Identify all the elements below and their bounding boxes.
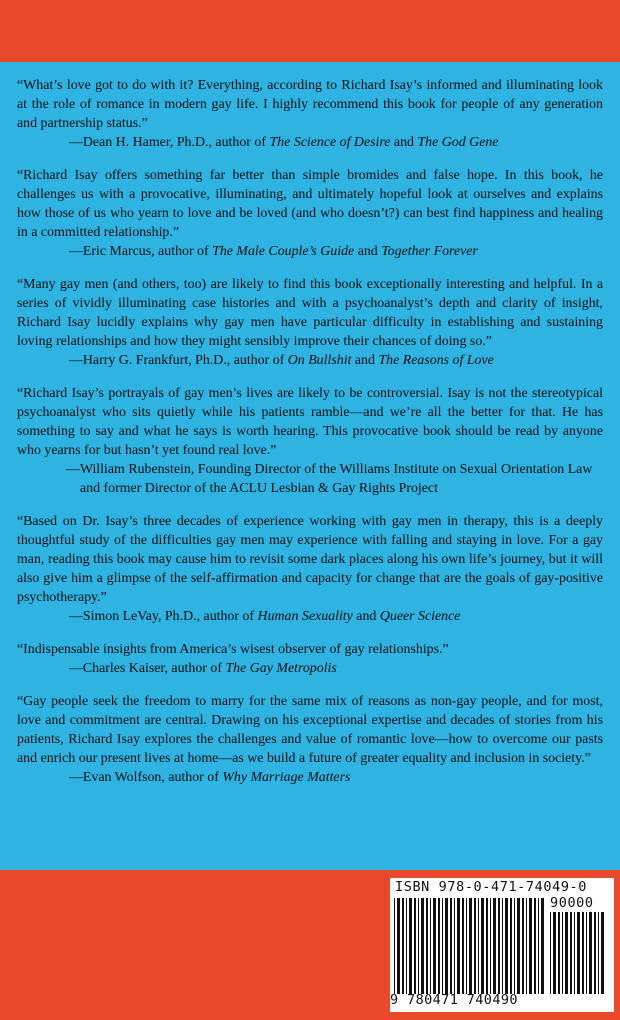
barcode-bar — [414, 898, 416, 994]
endorsement-quote: “What’s love got to do with it? Everything, according to Richard Isay’s informed and illuminating look at the role of romance in modern gay life. I highly recommend this book for people of any generation and partnership status.” — [17, 78, 603, 131]
barcode-bar — [538, 898, 539, 994]
barcode-bar — [457, 898, 460, 994]
barcode-bar — [474, 898, 476, 994]
endorsement-attribution: —Harry G. Frankfurt, Ph.D., author of On Bullshit and The Reasons of Love — [69, 353, 494, 368]
barcode-bar — [574, 912, 575, 994]
barcode-bar — [562, 912, 563, 994]
barcode-bar — [522, 898, 524, 994]
barcode-digits: 9 780471 740490 — [390, 992, 518, 1008]
endorsements — [17, 76, 603, 801]
barcode-bar — [402, 898, 404, 994]
endorsement-frankfurt — [17, 275, 603, 370]
endorsement-rubenstein — [17, 384, 603, 498]
endorsement-kaiser — [17, 640, 603, 678]
endorsement-hamer — [17, 76, 603, 152]
endorsement-quote: “Based on Dr. Isay’s three decades of experience working with gay men in therapy, this is a deeply thoughtful study of the difficulties gay men may experience with falling and staying in love. For a gay man, reading this book may cause him to revisit some dark places along his own life’s journey, but it will also give him a glimpse of the self-affirmation and capacity for change that are the goals of gay-positive psychotherapy.” — [17, 514, 603, 605]
endorsement-attribution: —Dean H. Hamer, Ph.D., author of The Science of Desire and The God Gene — [69, 135, 499, 150]
barcode-bar — [486, 898, 488, 994]
barcode-bar — [594, 912, 596, 994]
barcode-bar — [406, 898, 407, 994]
barcode-bar — [493, 898, 496, 994]
barcode-bar — [409, 898, 412, 994]
barcode-bar — [526, 898, 527, 994]
barcode-bar — [394, 898, 395, 994]
endorsement-levay — [17, 512, 603, 626]
endorsement-attribution: —Simon LeVay, Ph.D., author of Human Sexuality and Queer Science — [69, 609, 461, 624]
endorsement-attribution: —Charles Kaiser, author of The Gay Metropolis — [69, 661, 337, 676]
barcode-bar — [454, 898, 455, 994]
barcode-bar — [577, 912, 580, 994]
barcode-bar — [601, 912, 604, 994]
barcode-bar — [426, 898, 428, 994]
barcode-bar — [462, 898, 464, 994]
price-code: 90000 — [550, 895, 594, 911]
barcode-bar — [553, 912, 556, 994]
barcode-bar — [598, 912, 599, 994]
barcode-bar — [529, 898, 532, 994]
endorsement-wolfson — [17, 692, 603, 787]
endorsement-quote: “Richard Isay’s portrayals of gay men’s lives are likely to be controversial. Isay is not the stereotypical psychoanalyst who sits quietly while his patients ramble—and we’re all the better for that. He has something to say and what he says is worth hearing. This provocative book should be read by anyone who yearns for but hasn’t yet found real love.” — [17, 386, 603, 458]
barcode-bar — [397, 898, 400, 994]
barcode-bar — [514, 898, 515, 994]
barcode-bar — [490, 898, 491, 994]
barcode-bar — [505, 898, 508, 994]
endorsement-attribution: —Eric Marcus, author of The Male Couple’s Guide and Together Forever — [69, 244, 478, 259]
top-color-band — [0, 0, 620, 62]
endorsement-quote: “Gay people seek the freedom to marry for the same mix of reasons as non-gay people, and for most, love and commitment are central. Drawing on his exceptional expertise and decades of stories from his patients, Richard Isay explores the challenges and value of romantic love—how to overcome our pasts and enrich our present lives at home—as we build a future of greater equality and inclusion in society.” — [17, 694, 603, 766]
barcode-bar — [541, 898, 544, 994]
barcode-bar — [534, 898, 536, 994]
barcode-bar — [510, 898, 512, 994]
isbn-label: ISBN 978-0-471-74049-0 — [395, 879, 588, 895]
barcode-bar — [438, 898, 440, 994]
barcode-bar — [517, 898, 520, 994]
endorsement-quote: “Many gay men (and others, too) are likely to find this book exceptionally interesting and helpful. In a series of vividly illuminating case histories and with a psychoanalyst’s depth and clarity of insight, Richard Isay lucidly explains why gay men have particular difficulty in establishing and sustaining loving relationships and how they might sensibly improve their chances of doing so.” — [17, 277, 603, 349]
barcode-bar — [481, 898, 484, 994]
barcode-bar — [478, 898, 479, 994]
barcode-bar — [570, 912, 572, 994]
barcode-bar — [433, 898, 436, 994]
barcode-bar — [589, 912, 592, 994]
endorsement-attribution: —Evan Wolfson, author of Why Marriage Matters — [69, 770, 351, 785]
endorsement-attribution: —William Rubenstein, Founding Director of the Williams Institute on Sexual Orientation Law and former Director of the ACLU Lesbian & Gay Rights Project — [66, 462, 593, 496]
barcode-bar — [582, 912, 584, 994]
price-barcode-bars-icon — [550, 912, 608, 994]
endorsement-quote: “Richard Isay offers something far better than simple bromides and false hope. In this book, he challenges us with a provocative, illuminating, and ultimately hopeful look at ourselves and explains how those of us who yearn to love and be loved (and who doesn’t?) can best find happiness and healing in a committed relationship.” — [17, 168, 603, 240]
barcode-bar — [565, 912, 568, 994]
endorsement-quote: “Indispensable insights from America’s wisest observer of gay relationships.” — [17, 642, 449, 657]
barcode-bar — [558, 912, 560, 994]
isbn-barcode — [390, 878, 614, 1012]
barcode-bar — [466, 898, 467, 994]
barcode-bar — [430, 898, 431, 994]
barcode-bar — [418, 898, 419, 994]
barcode-bar — [469, 898, 472, 994]
barcode-bar — [450, 898, 452, 994]
barcode-bar — [445, 898, 448, 994]
barcode-bars-icon — [394, 898, 544, 994]
endorsement-marcus — [17, 166, 603, 261]
barcode-bar — [502, 898, 503, 994]
barcode-bar — [442, 898, 443, 994]
barcode-bar — [421, 898, 424, 994]
barcode-bar — [550, 912, 551, 994]
barcode-bar — [586, 912, 587, 994]
barcode-bar — [498, 898, 500, 994]
